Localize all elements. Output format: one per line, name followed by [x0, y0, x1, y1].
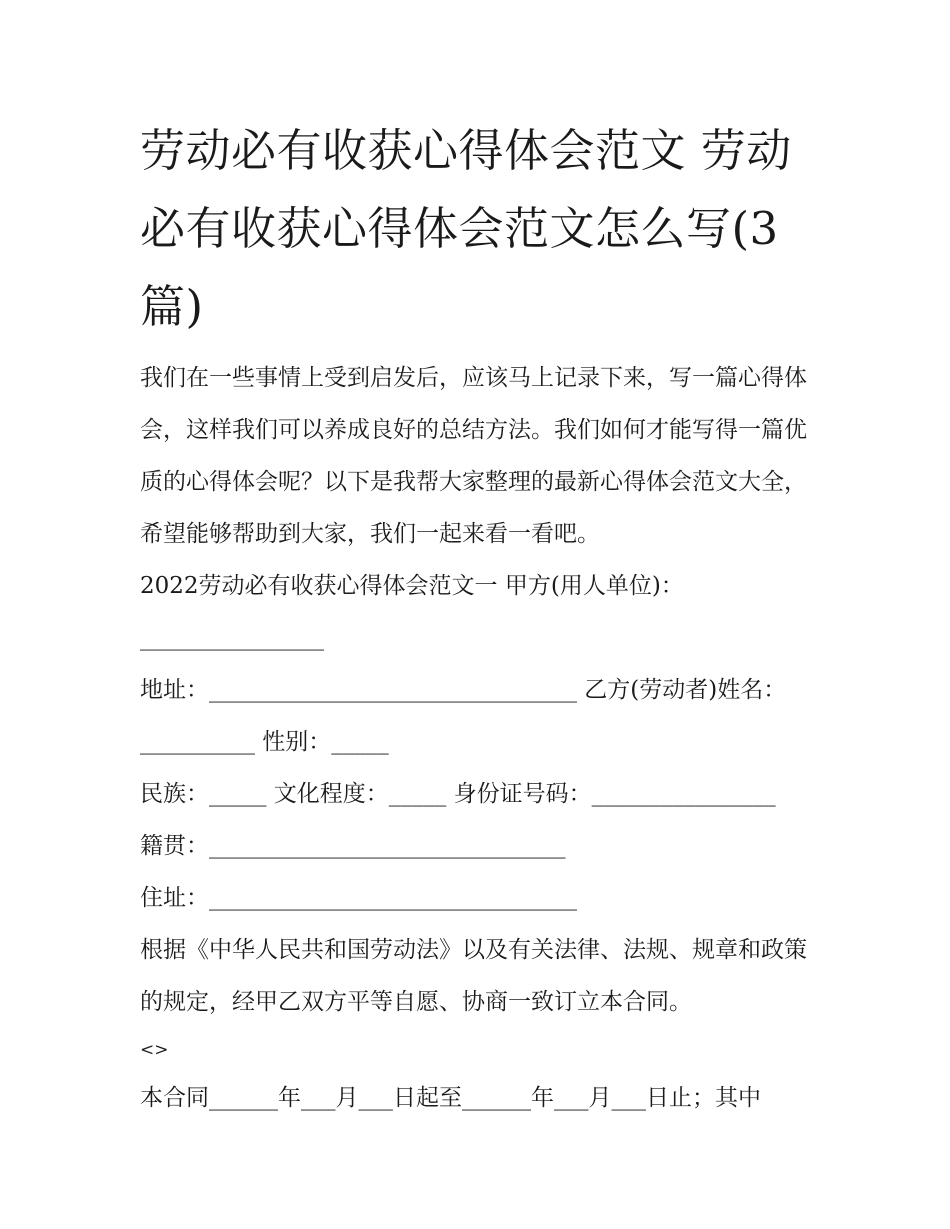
placeholder-mark: <>	[140, 1040, 169, 1060]
address-line: 地址：________________________________ 乙方(劳动者)姓名：	[140, 677, 787, 703]
document-page	[140, 112, 816, 1124]
name-gender-line: __________ 性别：_____	[140, 729, 389, 755]
law-paragraph: 根据《中华人民共和国劳动法》以及有关法律、法规、规章和政策的规定，经甲乙双方平等自愿、协商一致订立本合同。	[140, 937, 807, 1015]
ethnicity-education-id-line: 民族：_____ 文化程度：_____ 身份证号码：________________	[140, 781, 776, 807]
contract-heading-line: 2022劳动必有收获心得体会范文一 甲方(用人单位)：	[140, 573, 684, 599]
document-title: 劳动必有收获心得体会范文 劳动必有收获心得体会范文怎么写(3篇)	[140, 124, 792, 333]
native-place-line: 籍贯：_______________________________	[140, 833, 566, 859]
employer-blank-line: ________________	[140, 625, 324, 651]
intro-paragraph: 我们在一些事情上受到启发后，应该马上记录下来，写一篇心得体会，这样我们可以养成良好的总结方法。我们如何才能写得一篇优质的心得体会呢？以下是我帮大家整理的最新心得体会范文大全，希望能够帮助到大家，我们一起来看一看吧。	[140, 365, 807, 547]
contract-term-line: 本合同______年___月___日起至______年___月___日止；其中	[140, 1085, 761, 1111]
residence-line: 住址：________________________________	[140, 885, 577, 911]
